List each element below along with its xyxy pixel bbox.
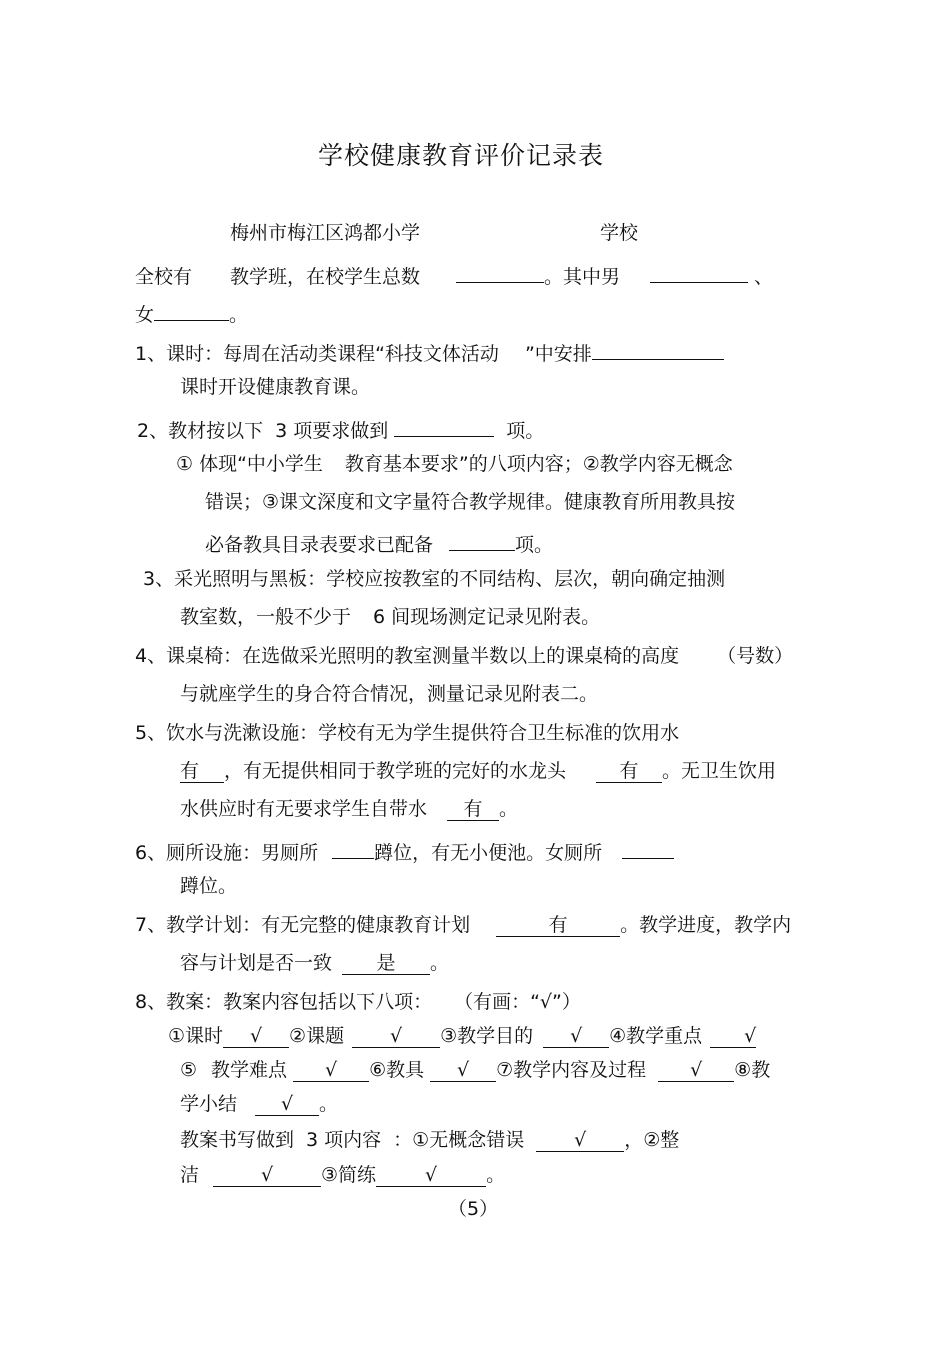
page-number: （5） xyxy=(448,1198,499,1220)
item-7: 7、教学计划：有无完整的健康教育计划 有 。教学进度，教学内 xyxy=(135,914,792,936)
class-hours-blank[interactable] xyxy=(592,337,724,360)
school-suffix: 学校 xyxy=(600,222,639,244)
drinking-water-answer[interactable]: 有 xyxy=(180,760,224,783)
item-8: 8、教案：教案内容包括以下八项： （有画：“√”） xyxy=(135,991,581,1013)
boys-blank[interactable] xyxy=(650,260,748,283)
lesson-plan-check-8[interactable]: √ xyxy=(255,1093,319,1116)
item-8-line2: ①课时 √ ②课题 √ ③教学目的 √ ④教学重点 √ xyxy=(168,1025,757,1047)
male-toilet-blank[interactable] xyxy=(332,836,374,859)
lesson-plan-check-7[interactable]: √ xyxy=(658,1059,734,1082)
item-5-line2: 有 ，有无提供相同于教学班的完好的水龙头 有 。无卫生饮用 xyxy=(180,760,777,782)
item-8-line4: 学小结 √ 。 xyxy=(180,1093,339,1115)
lesson-plan-check-1[interactable]: √ xyxy=(223,1025,289,1048)
lesson-plan-check-6[interactable]: √ xyxy=(430,1059,496,1082)
item-6-cont: 蹲位。 xyxy=(180,875,238,897)
item-2-line2: ① 体现“中小学生 教育基本要求”的八项内容；②教学内容无概念 xyxy=(176,453,733,475)
item-8-line3: ⑤ 教学难点 √ ⑥教具 √ ⑦教学内容及过程 √ ⑧教 xyxy=(180,1059,771,1081)
lesson-plan-check-3[interactable]: √ xyxy=(543,1025,609,1048)
lesson-plan-check-2[interactable]: √ xyxy=(352,1025,440,1048)
writing-check-1[interactable]: √ xyxy=(536,1129,624,1152)
writing-check-3[interactable]: √ xyxy=(376,1164,486,1187)
item-1-cont: 课时开设健康教育课。 xyxy=(180,376,371,398)
intro-girls: 女 。 xyxy=(135,298,248,327)
writing-check-2[interactable]: √ xyxy=(213,1164,321,1187)
item-5: 5、饮水与洗漱设施：学校有无为学生提供符合卫生标准的饮用水 xyxy=(135,722,680,744)
item-1: 1、课时：每周在活动类课程“科技文体活动 ”中安排 xyxy=(135,337,724,366)
item-5-line3: 水供应时有无要求学生自带水 有 。 xyxy=(180,798,519,820)
girls-blank[interactable] xyxy=(154,298,229,321)
health-plan-answer[interactable]: 有 xyxy=(496,914,620,937)
female-toilet-blank[interactable] xyxy=(622,836,674,859)
total-students-blank[interactable] xyxy=(456,260,544,283)
item-4-cont: 与就座学生的身合符合情况，测量记录见附表二。 xyxy=(180,683,599,705)
item-8-line5: 教案书写做到 3 项内容 ：①无概念错误 √ ，②整 xyxy=(180,1129,680,1151)
item-7-cont: 容与计划是否一致 是 。 xyxy=(180,952,450,974)
textbook-items-blank[interactable] xyxy=(394,414,494,437)
teaching-aids-blank[interactable] xyxy=(449,528,515,551)
item-2: 2、教材按以下 3 项要求做到 项。 xyxy=(137,414,544,443)
item-8-line6: 洁 √ ③简练 √ 。 xyxy=(180,1164,506,1186)
intro-class-count: 全校有 教学班，在校学生总数 。其中男 、 xyxy=(135,260,773,289)
item-2-line3: 错误；③课文深度和文字量符合教学规律。健康教育所用教具按 xyxy=(205,491,736,513)
plan-consistent-answer[interactable]: 是 xyxy=(342,952,430,975)
page-title: 学校健康教育评价记录表 xyxy=(318,141,605,170)
item-3-cont: 教室数，一般不少于 6 间现场测定记录见附表。 xyxy=(180,606,601,628)
item-3: 3、采光照明与黑板：学校应按教室的不同结构、层次，朝向确定抽测 xyxy=(143,568,726,590)
lesson-plan-check-4[interactable]: √ xyxy=(710,1025,756,1048)
item-2-line4: 必备教具目录表要求已配备 项。 xyxy=(205,528,553,557)
faucet-answer[interactable]: 有 xyxy=(596,760,662,783)
item-4: 4、课桌椅：在选做采光照明的教室测量半数以上的课桌椅的高度 （号数） xyxy=(135,645,794,667)
lesson-plan-check-5[interactable]: √ xyxy=(293,1059,369,1082)
bring-water-answer[interactable]: 有 xyxy=(447,798,499,821)
item-6: 6、厕所设施：男厕所 蹲位，有无小便池。女厕所 xyxy=(135,836,674,865)
school-name: 梅州市梅江区鸿都小学 xyxy=(230,222,421,244)
